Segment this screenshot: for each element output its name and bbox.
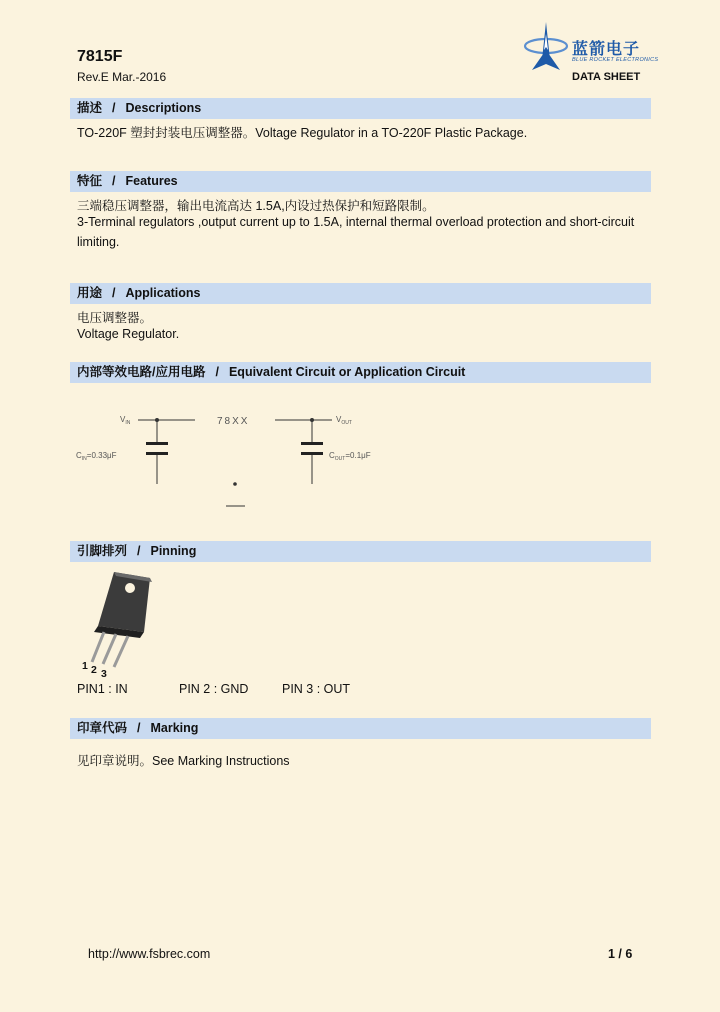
section-title-en: Marking	[150, 721, 199, 735]
pin-lead-2	[103, 634, 116, 664]
package-body	[98, 572, 150, 632]
section-title-en: Applications	[125, 286, 201, 300]
section-title-cn: 内部等效电路/应用电路	[77, 365, 206, 379]
section-separator: /	[112, 286, 116, 300]
cout-label: $C_{OUT}=0.1\mu F$	[329, 451, 371, 462]
section-separator: /	[112, 174, 116, 188]
section-header-marking	[70, 718, 651, 739]
section-separator: /	[215, 365, 219, 379]
section-header-applications	[70, 283, 651, 304]
brand-name-en: BLUE ROCKET ELECTRONICS	[572, 57, 659, 63]
section-title-en: Features	[125, 174, 178, 188]
output-capacitor-plate-bottom	[301, 452, 323, 455]
brand-name-cn: 蓝箭电子	[572, 41, 641, 58]
section-separator: /	[137, 544, 141, 558]
section-title-cn: 描述	[77, 101, 103, 115]
features-text-en-cont: limiting.	[77, 235, 120, 249]
cin-label: $C_{IN}=0.33\mu F$	[76, 451, 117, 462]
pin-lead-3	[114, 636, 128, 667]
section-title-cn: 印章代码	[77, 721, 128, 735]
footer-url[interactable]: http://www.fsbrec.com	[88, 947, 211, 961]
pin-number-2: 2	[91, 664, 97, 676]
section-title-en: Equivalent Circuit or Application Circuit	[228, 365, 466, 379]
input-capacitor-plate-bottom	[146, 452, 168, 455]
features-text-en: 3-Terminal regulators ,output current up to 1.5A, internal thermal overload protection and short-circuit	[77, 215, 635, 229]
regulator-label: 78XX	[217, 416, 250, 427]
marking-text: 见印章说明。See Marking Instructions	[77, 754, 290, 768]
input-capacitor-plate-top	[146, 442, 168, 445]
pin-3-desc: PIN 3 : OUT	[282, 682, 351, 696]
ground-node-dot	[233, 482, 237, 486]
section-title-cn: 特征	[77, 174, 103, 188]
section-header-circuit	[70, 362, 651, 383]
section-header-features	[70, 171, 651, 192]
mounting-hole	[125, 583, 135, 593]
application-circuit-diagram	[70, 392, 430, 517]
section-title-en: Descriptions	[125, 101, 202, 115]
section-separator: /	[112, 101, 116, 115]
vin-label: $V_{IN}$	[120, 415, 131, 426]
pin-lead-1	[92, 632, 104, 662]
pin-2-desc: PIN 2 : GND	[179, 682, 249, 696]
section-header-descriptions	[70, 98, 651, 119]
pin-1-desc: PIN1 : IN	[77, 682, 128, 696]
section-header-pinning	[70, 541, 651, 562]
vout-label: $V_{OUT}$	[336, 415, 352, 426]
applications-text-en: Voltage Regulator.	[77, 327, 180, 341]
applications-text-cn: 电压调整器。	[77, 311, 153, 325]
pin-number-1: 1	[82, 660, 88, 672]
pin-number-3: 3	[101, 668, 107, 680]
section-separator: /	[137, 721, 141, 735]
description-text: TO-220F 塑封封装电压调整器。Voltage Regulator in a TO-220F Plastic Package.	[77, 126, 528, 140]
output-capacitor-plate-top	[301, 442, 323, 445]
revision: Rev.E Mar.-2016	[77, 70, 167, 84]
part-number: 7815F	[77, 48, 123, 65]
section-title-cn: 用途	[77, 286, 103, 300]
doc-type: DATA SHEET	[572, 71, 641, 83]
section-title-cn: 引脚排列	[77, 544, 128, 558]
section-title-en: Pinning	[150, 544, 197, 558]
features-text-cn: 三端稳压调整器，输出电流高达 1.5A,内设过热保护和短路限制。	[77, 199, 435, 213]
page-number: 1 / 6	[608, 947, 633, 961]
